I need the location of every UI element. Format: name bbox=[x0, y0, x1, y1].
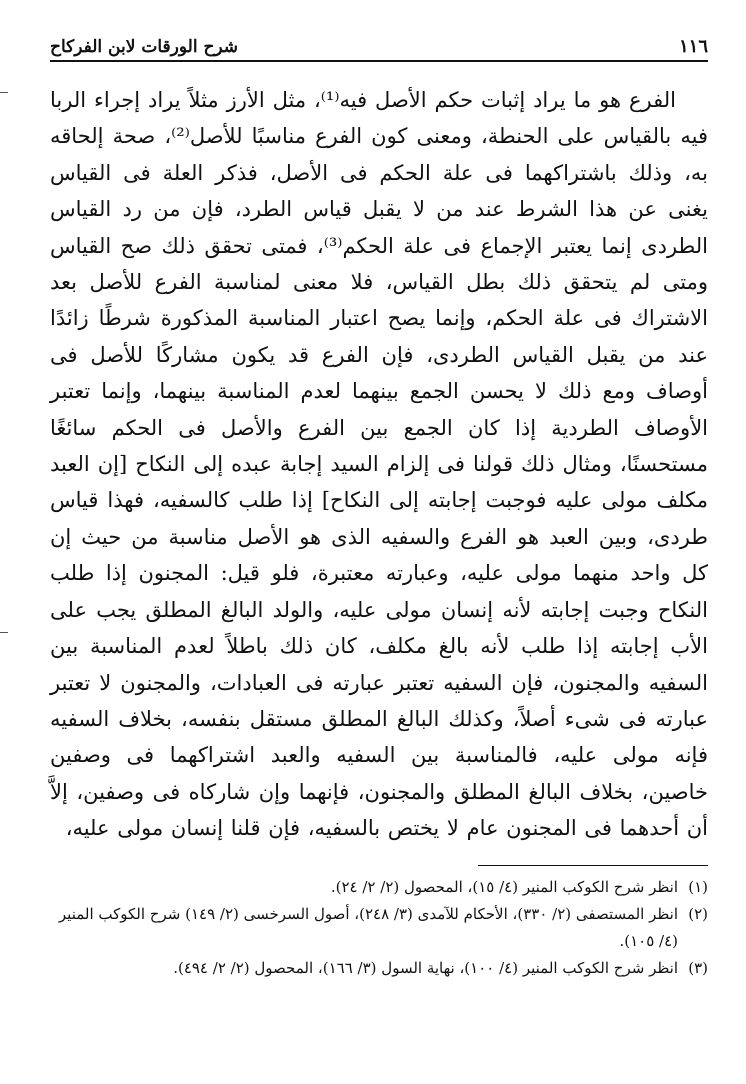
footnote-marker: (٣) bbox=[688, 958, 708, 977]
main-text bbox=[50, 82, 708, 847]
margin-tick-top bbox=[0, 92, 8, 93]
footnotes bbox=[50, 874, 708, 982]
document-page bbox=[50, 28, 708, 1068]
footnote-1 bbox=[50, 874, 708, 901]
margin-tick-bottom bbox=[0, 632, 8, 633]
footnote-3 bbox=[50, 955, 708, 982]
running-header bbox=[50, 28, 708, 62]
footnote-2 bbox=[50, 901, 708, 955]
footnote-separator bbox=[478, 865, 708, 866]
running-title: شرح الورقات لابن الفركاح bbox=[50, 37, 239, 57]
footnote-text: انظر شرح الكوكب المنير (٤/ ١٥)، المحصول (٢/ ٢/ ٢٤). bbox=[330, 877, 678, 896]
footnote-marker: (١) bbox=[688, 877, 708, 896]
body-paragraph: الفرع هو ما يراد إثبات حكم الأصل فيه⁽¹⁾، مثل الأرز مثلاً يراد إجراء الربا فيه بالقياس على الحنطة، ومعنى كون الفرع مناسبًا للأصل⁽²⁾، صحة إلحاقه به، وذلك باشتراكهما فى علة الحكم فى الأصل، فذكر العلة فى القياس يغنى عن هذا الشرط عند من لا يقبل قياس الطرد، فإن من رد القياس الطردى إنما يعتبر الإجماع فى علة الحكم⁽³⁾، فمتى تحقق ذلك صح القياس ومتى لم يتحقق ذلك بطل القياس، فلا معنى لمناسبة الفرع للأصل بعد الاشتراك فى علة الحكم، وإنما يصح اعتبار المناسبة المذكورة شرطًا زائدًا عند من يقبل القياس الطردى، فإن الفرع قد يكون مشاركًا للأصل فى أوصاف ومع ذلك لا يحسن الجمع بينهما لعدم المناسبة بينهما، وإنما تعتبر الأوصاف الطردية إذا كان الجمع بين الفرع والأصل فى الحكم سائغًا مستحسنًا، ومثال ذلك قولنا فى إلزام السيد إجابة عبده إلى النكاح [إن العبد مكلف مولى عليه فوجبت إجابته إلى النكاح] إذا طلب كالسفيه، فهذا قياس طردى، وبين العبد هو الفرع والسفيه الذى هو الأصل مناسبة من حيث إن كل واحد منهما مولى عليه، وعبارته معتبرة، فلو قيل: المجنون إذا طلب النكاح وجبت إجابته لأنه إنسان مولى عليه، والولد البالغ المطلق يجب على الأب إجابته إذا طلب لأنه بالغ مكلف، كان ذلك باطلاً لعدم المناسبة بين السفيه والمجنون، فإن السفيه تعتبر عبارته فى العبادات، والمجنون لا تعتبر عبارته فى شىء أصلاً، وكذلك البالغ المطلق مستقل بنفسه، بخلاف السفيه فإنه مولى عليه، فالمناسبة بين السفيه والعبد اشتراكهما فى وصفين خاصين، بخلاف البالغ المطلق والمجنون، فإنهما وإن شاركاه فى وصفين، إلاَّ أن أحدهما فى المجنون عام لا يختص بالسفيه، فإن قلنا إنسان مولى عليه، bbox=[50, 88, 709, 841]
footnote-marker: (٢) bbox=[688, 904, 708, 923]
footnote-text: انظر المستصفى (٢/ ٣٣٠)، الأحكام للآمدى (٣/ ٢٤٨)، أصول السرخسى (٢/ ١٤٩) شرح الكوكب المنير (٤/ ١٠٥). bbox=[58, 904, 678, 950]
footnote-text: انظر شرح الكوكب المنير (٤/ ١٠٠)، نهاية السول (٣/ ١٦٦)، المحصول (٢/ ٢/ ٤٩٤). bbox=[173, 958, 678, 977]
page-number: ١١٦ bbox=[678, 36, 708, 57]
